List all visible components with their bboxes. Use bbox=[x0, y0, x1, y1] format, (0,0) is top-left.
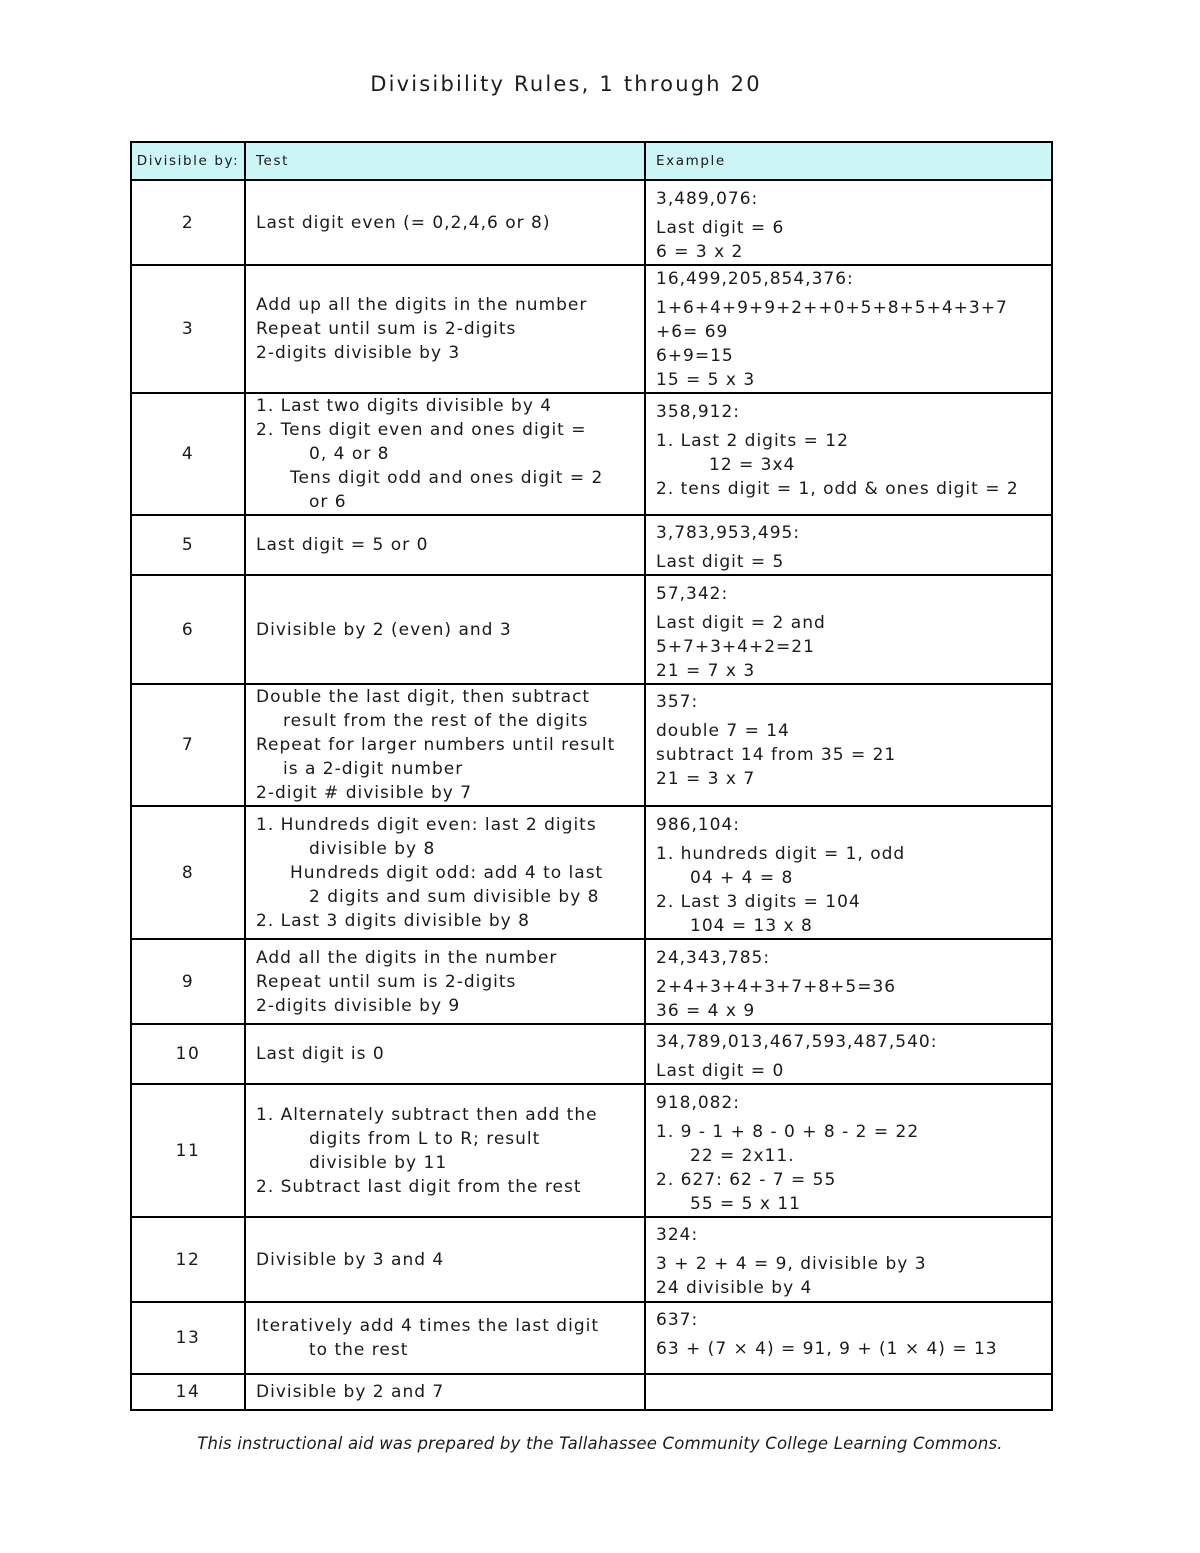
example-line: 357: bbox=[656, 692, 699, 712]
test-line: Repeat until sum is 2-digits bbox=[256, 319, 517, 339]
test-line: to the rest bbox=[309, 1340, 409, 1360]
test-line: Divisible by 2 and 7 bbox=[256, 1382, 445, 1402]
test-line: Last digit = 5 or 0 bbox=[256, 535, 429, 555]
table-row bbox=[131, 575, 1052, 684]
example-cell bbox=[645, 265, 1052, 393]
test-line: Repeat until sum is 2-digits bbox=[256, 971, 517, 992]
test-line: Add up all the digits in the number bbox=[256, 295, 588, 315]
test-line: Divisible by 2 (even) and 3 bbox=[256, 619, 512, 640]
test-cell bbox=[245, 806, 645, 939]
example-line: Last digit = 0 bbox=[656, 1061, 785, 1081]
column-header-example: Example bbox=[645, 142, 1052, 180]
test-cell bbox=[245, 265, 645, 393]
test-line: is a 2-digit number bbox=[283, 759, 464, 779]
divisor-cell: 10 bbox=[131, 1024, 245, 1084]
test-line: Add all the digits in the number bbox=[256, 947, 558, 968]
example-cell bbox=[645, 1217, 1052, 1302]
example-line: Last digit = 6 bbox=[656, 218, 785, 238]
example-line: 55 = 5 x 11 bbox=[690, 1194, 801, 1214]
example-line: 21 = 7 x 3 bbox=[656, 661, 756, 681]
test-line: Double the last digit, then subtract bbox=[256, 687, 591, 707]
divisor-cell: 13 bbox=[131, 1302, 245, 1374]
table-row bbox=[131, 180, 1052, 265]
test-cell bbox=[245, 393, 645, 515]
divisor-cell: 9 bbox=[131, 939, 245, 1024]
divisor-cell: 4 bbox=[131, 393, 245, 515]
example-line: 12 = 3x4 bbox=[709, 455, 796, 475]
example-line: 21 = 3 x 7 bbox=[656, 769, 756, 789]
example-line: 2. Last 3 digits = 104 bbox=[656, 892, 861, 912]
example-line: 04 + 4 = 8 bbox=[690, 868, 794, 888]
column-header-test: Test bbox=[245, 142, 645, 180]
test-line: 1. Last two digits divisible by 4 bbox=[256, 396, 553, 416]
test-line: Iteratively add 4 times the last digit bbox=[256, 1316, 599, 1336]
test-line: 2. Tens digit even and ones digit = bbox=[256, 420, 587, 440]
example-line: 104 = 13 x 8 bbox=[690, 916, 813, 936]
test-line: 2-digit # divisible by 7 bbox=[256, 783, 473, 803]
test-line: Divisible by 3 and 4 bbox=[256, 1249, 445, 1270]
example-line: 358,912: bbox=[656, 402, 741, 422]
example-line: 2+4+3+4+3+7+8+5=36 bbox=[656, 977, 897, 997]
divisor-cell: 2 bbox=[131, 180, 245, 265]
example-line: 986,104: bbox=[656, 815, 741, 835]
test-line: Tens digit odd and ones digit = 2 bbox=[290, 468, 604, 488]
column-header-divisible-by: Divisible by: bbox=[131, 142, 245, 180]
example-cell bbox=[645, 575, 1052, 684]
example-line: 1. hundreds digit = 1, odd bbox=[656, 844, 906, 864]
test-line: result from the rest of the digits bbox=[283, 711, 589, 731]
test-line: 0, 4 or 8 bbox=[309, 444, 390, 464]
page-title: Divisibility Rules, 1 through 20 bbox=[370, 72, 762, 96]
divisibility-table bbox=[130, 141, 1053, 1411]
test-line: 1. Alternately subtract then add the bbox=[256, 1104, 598, 1125]
divisor-cell: 5 bbox=[131, 515, 245, 575]
example-cell bbox=[645, 1302, 1052, 1374]
example-cell bbox=[645, 939, 1052, 1024]
example-line: 24 divisible by 4 bbox=[656, 1278, 813, 1298]
divisor-cell: 3 bbox=[131, 265, 245, 393]
test-cell bbox=[245, 1374, 645, 1410]
table-row bbox=[131, 939, 1052, 1024]
example-line: 3 + 2 + 4 = 9, divisible by 3 bbox=[656, 1254, 927, 1274]
test-line: Repeat for larger numbers until result bbox=[256, 735, 616, 755]
table-header-row bbox=[131, 142, 1052, 180]
example-line: 2. tens digit = 1, odd & ones digit = 2 bbox=[656, 479, 1019, 499]
example-line: 63 + (7 × 4) = 91, 9 + (1 × 4) = 13 bbox=[656, 1339, 998, 1359]
example-cell bbox=[645, 806, 1052, 939]
test-cell bbox=[245, 939, 645, 1024]
table-row bbox=[131, 806, 1052, 939]
test-cell bbox=[245, 1217, 645, 1302]
example-line: 24,343,785: bbox=[656, 948, 771, 968]
table-row bbox=[131, 1302, 1052, 1374]
test-line: or 6 bbox=[309, 492, 347, 512]
divisor-cell: 11 bbox=[131, 1084, 245, 1217]
divisor-cell: 12 bbox=[131, 1217, 245, 1302]
example-line: double 7 = 14 bbox=[656, 721, 790, 741]
example-cell bbox=[645, 1374, 1052, 1410]
example-line: 6+9=15 bbox=[656, 346, 734, 366]
test-cell bbox=[245, 1084, 645, 1217]
test-line: 2-digits divisible by 3 bbox=[256, 343, 461, 363]
example-line: 1+6+4+9+9+2++0+5+8+5+4+3+7 bbox=[656, 298, 1008, 318]
example-cell bbox=[645, 515, 1052, 575]
test-line: Last digit is 0 bbox=[256, 1044, 385, 1064]
table-row bbox=[131, 1217, 1052, 1302]
example-cell bbox=[645, 1084, 1052, 1217]
test-line: 2 digits and sum divisible by 8 bbox=[309, 886, 600, 907]
example-cell bbox=[645, 684, 1052, 806]
divisor-cell: 7 bbox=[131, 684, 245, 806]
example-line: 34,789,013,467,593,487,540: bbox=[656, 1032, 938, 1052]
example-line: 16,499,205,854,376: bbox=[656, 269, 854, 289]
table-row bbox=[131, 1084, 1052, 1217]
test-cell bbox=[245, 515, 645, 575]
example-line: 3,783,953,495: bbox=[656, 523, 801, 543]
footer-credit: This instructional aid was prepared by the Tallahassee Community College Learning Commons. bbox=[197, 1434, 1003, 1453]
test-line: 1. Hundreds digit even: last 2 digits bbox=[256, 814, 597, 835]
example-line: 1. Last 2 digits = 12 bbox=[656, 431, 849, 451]
test-cell bbox=[245, 180, 645, 265]
test-line: divisible by 11 bbox=[309, 1152, 448, 1173]
test-cell bbox=[245, 684, 645, 806]
test-line: digits from L to R; result bbox=[309, 1128, 541, 1149]
test-cell bbox=[245, 1024, 645, 1084]
example-line: 2. 627: 62 - 7 = 55 bbox=[656, 1170, 837, 1190]
table-row bbox=[131, 393, 1052, 515]
test-line: Hundreds digit odd: add 4 to last bbox=[290, 862, 604, 883]
example-line: subtract 14 from 35 = 21 bbox=[656, 745, 897, 765]
table-row bbox=[131, 1024, 1052, 1084]
example-cell bbox=[645, 393, 1052, 515]
example-line: 3,489,076: bbox=[656, 189, 759, 209]
example-line: +6= 69 bbox=[656, 322, 729, 342]
example-line: 1. 9 - 1 + 8 - 0 + 8 - 2 = 22 bbox=[656, 1122, 920, 1142]
example-line: 637: bbox=[656, 1310, 699, 1330]
divisor-cell: 14 bbox=[131, 1374, 245, 1410]
divisor-cell: 8 bbox=[131, 806, 245, 939]
example-line: 22 = 2x11. bbox=[690, 1146, 795, 1166]
example-line: Last digit = 5 bbox=[656, 552, 785, 572]
example-cell bbox=[645, 1024, 1052, 1084]
test-line: 2. Last 3 digits divisible by 8 bbox=[256, 910, 530, 931]
example-line: 57,342: bbox=[656, 584, 729, 604]
example-line: Last digit = 2 and bbox=[656, 613, 826, 633]
example-line: 5+7+3+4+2=21 bbox=[656, 637, 815, 657]
test-line: 2-digits divisible by 9 bbox=[256, 995, 461, 1016]
test-cell bbox=[245, 575, 645, 684]
divisor-cell: 6 bbox=[131, 575, 245, 684]
example-line: 36 = 4 x 9 bbox=[656, 1001, 756, 1021]
table-row bbox=[131, 684, 1052, 806]
example-line: 15 = 5 x 3 bbox=[656, 370, 756, 390]
table-row bbox=[131, 265, 1052, 393]
test-line: Last digit even (= 0,2,4,6 or 8) bbox=[256, 212, 551, 233]
test-cell bbox=[245, 1302, 645, 1374]
example-line: 918,082: bbox=[656, 1093, 741, 1113]
test-line: divisible by 8 bbox=[309, 838, 436, 859]
table-row bbox=[131, 515, 1052, 575]
example-line: 324: bbox=[656, 1225, 699, 1245]
example-line: 6 = 3 x 2 bbox=[656, 242, 744, 262]
example-cell bbox=[645, 180, 1052, 265]
test-line: 2. Subtract last digit from the rest bbox=[256, 1176, 582, 1197]
table-row bbox=[131, 1374, 1052, 1410]
